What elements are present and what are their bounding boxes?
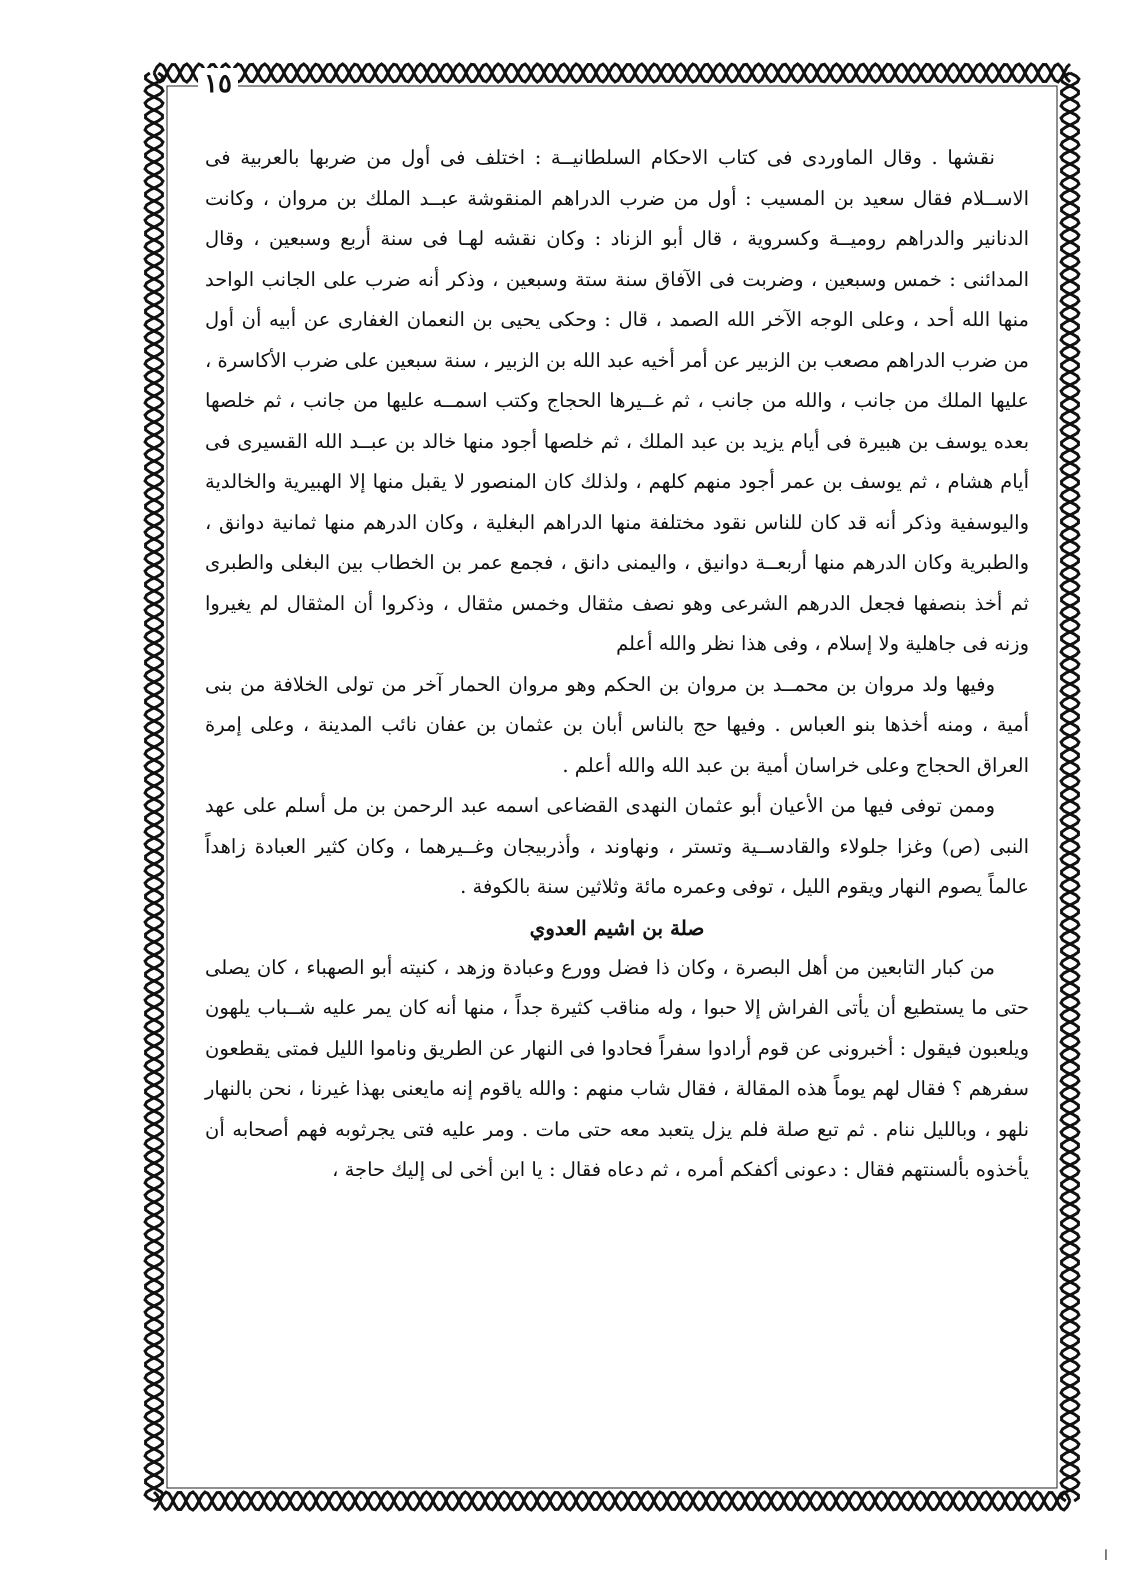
paragraph-4: من كبار التابعين من أهل البصرة ، وكان ذا فضل وورع وعبادة وزهد ، كنيته أبو الصهباء ، كان يصلى حتى ما يستطيع أن يأتى الفراش إلا حبوا ، وله مناقب كثيرة جداً ، منها أنه كان يمر عليه شــباب يلهون ويلعبون فيقول : أخبرونى عن قوم أرادوا سفراً فحادوا فى النهار عن الطريق وناموا الليل فمتى يقطعون سفرهم ؟ فقال لهم يوماً هذه المقالة ، فقال شاب منهم : والله ياقوم إنه مايعنى بهذا غيرنا ، نحن بالنهار نلهو ، وبالليل ننام . ثم تبع صلة فلم يزل يتعبد معه حتى مات . ومر عليه فتى يجرثوبه فهم أصحابه أن يأخذوه بألسنتهم فقال : دعونى أكفكم أمره ، ثم دعاه فقال : يا ابن أخى لى إليك حاجة ، [205, 955, 1029, 1181]
section-heading: صلة بن اشيم العدوي [529, 915, 705, 940]
margin-mark: ا [1104, 1548, 1108, 1564]
page-number: ١٥ [198, 68, 238, 100]
page-text-body [205, 138, 1029, 1478]
paragraph-2: وفيها ولد مروان بن محمــد بن مروان بن الحكم وهو مروان الحمار آخر من تولى الخلافة من بنى أمية ، ومنه أخذها بنو العباس . وفيها حج بالناس أبان بن عثمان بن عفان نائب المدينة ، وعلى إمرة العراق الحجاج وعلى خراسان أمية بن عبد الله والله أعلم . [205, 672, 1029, 777]
paragraph-3: وممن توفى فيها من الأعيان أبو عثمان النهدى القضاعى اسمه عبد الرحمن بن مل أسلم على عهد النبى (ص) وغزا جلولاء والقادســية وتستر ، ونهاوند ، وأذربيجان وغــيرهما ، وكان كثير العبادة زاهداً عالماً يصوم النهار ويقوم الليل ، توفى وعمره مائة وثلاثين سنة بالكوفة . [205, 794, 1029, 898]
paragraph-1: نقشها . وقال الماوردى فى كتاب الاحكام السلطانيــة : اختلف فى أول من ضربها بالعربية فى الاســلام فقال سعيد بن المسيب : أول من ضرب الدراهم المنقوشة عبــد الملك بن مروان ، وكانت الدنانير والدراهم روميــة وكسروية ، قال أبو الزناد : وكان نقشه لهـا فى سنة أربع وسبعين ، وقال المدائنى : خمس وسبعين ، وضربت فى الآفاق سنة ستة وسبعين ، وذكر أنه ضرب على الجانب الواحد منها الله أحد ، وعلى الوجه الآخر الله الصمد ، قال : وحكى يحيى بن النعمان الغفارى عن أبيه أن أول من ضرب الدراهم مصعب بن الزبير عن أمر أخيه عبد الله بن الزبير ، سنة سبعين على ضرب الأكاسرة ، عليها الملك من جانب ، والله من جانب ، ثم غــيرها الحجاج وكتب اسمــه عليها من جانب ، ثم خلصها بعده يوسف بن هبيرة فى أيام يزيد بن عبد الملك ، ثم خلصها أجود منها خالد بن عبــد الله القسيرى فى أيام هشام ، ثم يوسف بن عمر أجود منهم كلهم ، ولذلك كان المنصور لا يقبل منها إلا الهبيرية والخالدية واليوسفية وذكر أنه قد كان للناس نقود مختلفة منها الدراهم البغلية ، وكان الدرهم منها ثمانية دوانق ، والطبرية وكان الدرهم منها أربعــة دوانيق ، واليمنى دانق ، فجمع عمر بن الخطاب بين البغلى والطبرى ثم أخذ بنصفها فجعل الدرهم الشرعى وهو نصف مثقال وخمس مثقال ، وذكروا أن المثقال لم يغيروا وزنه فى جاهلية ولا إسلام ، وفى هذا نظر والله أعلم [205, 146, 1029, 655]
